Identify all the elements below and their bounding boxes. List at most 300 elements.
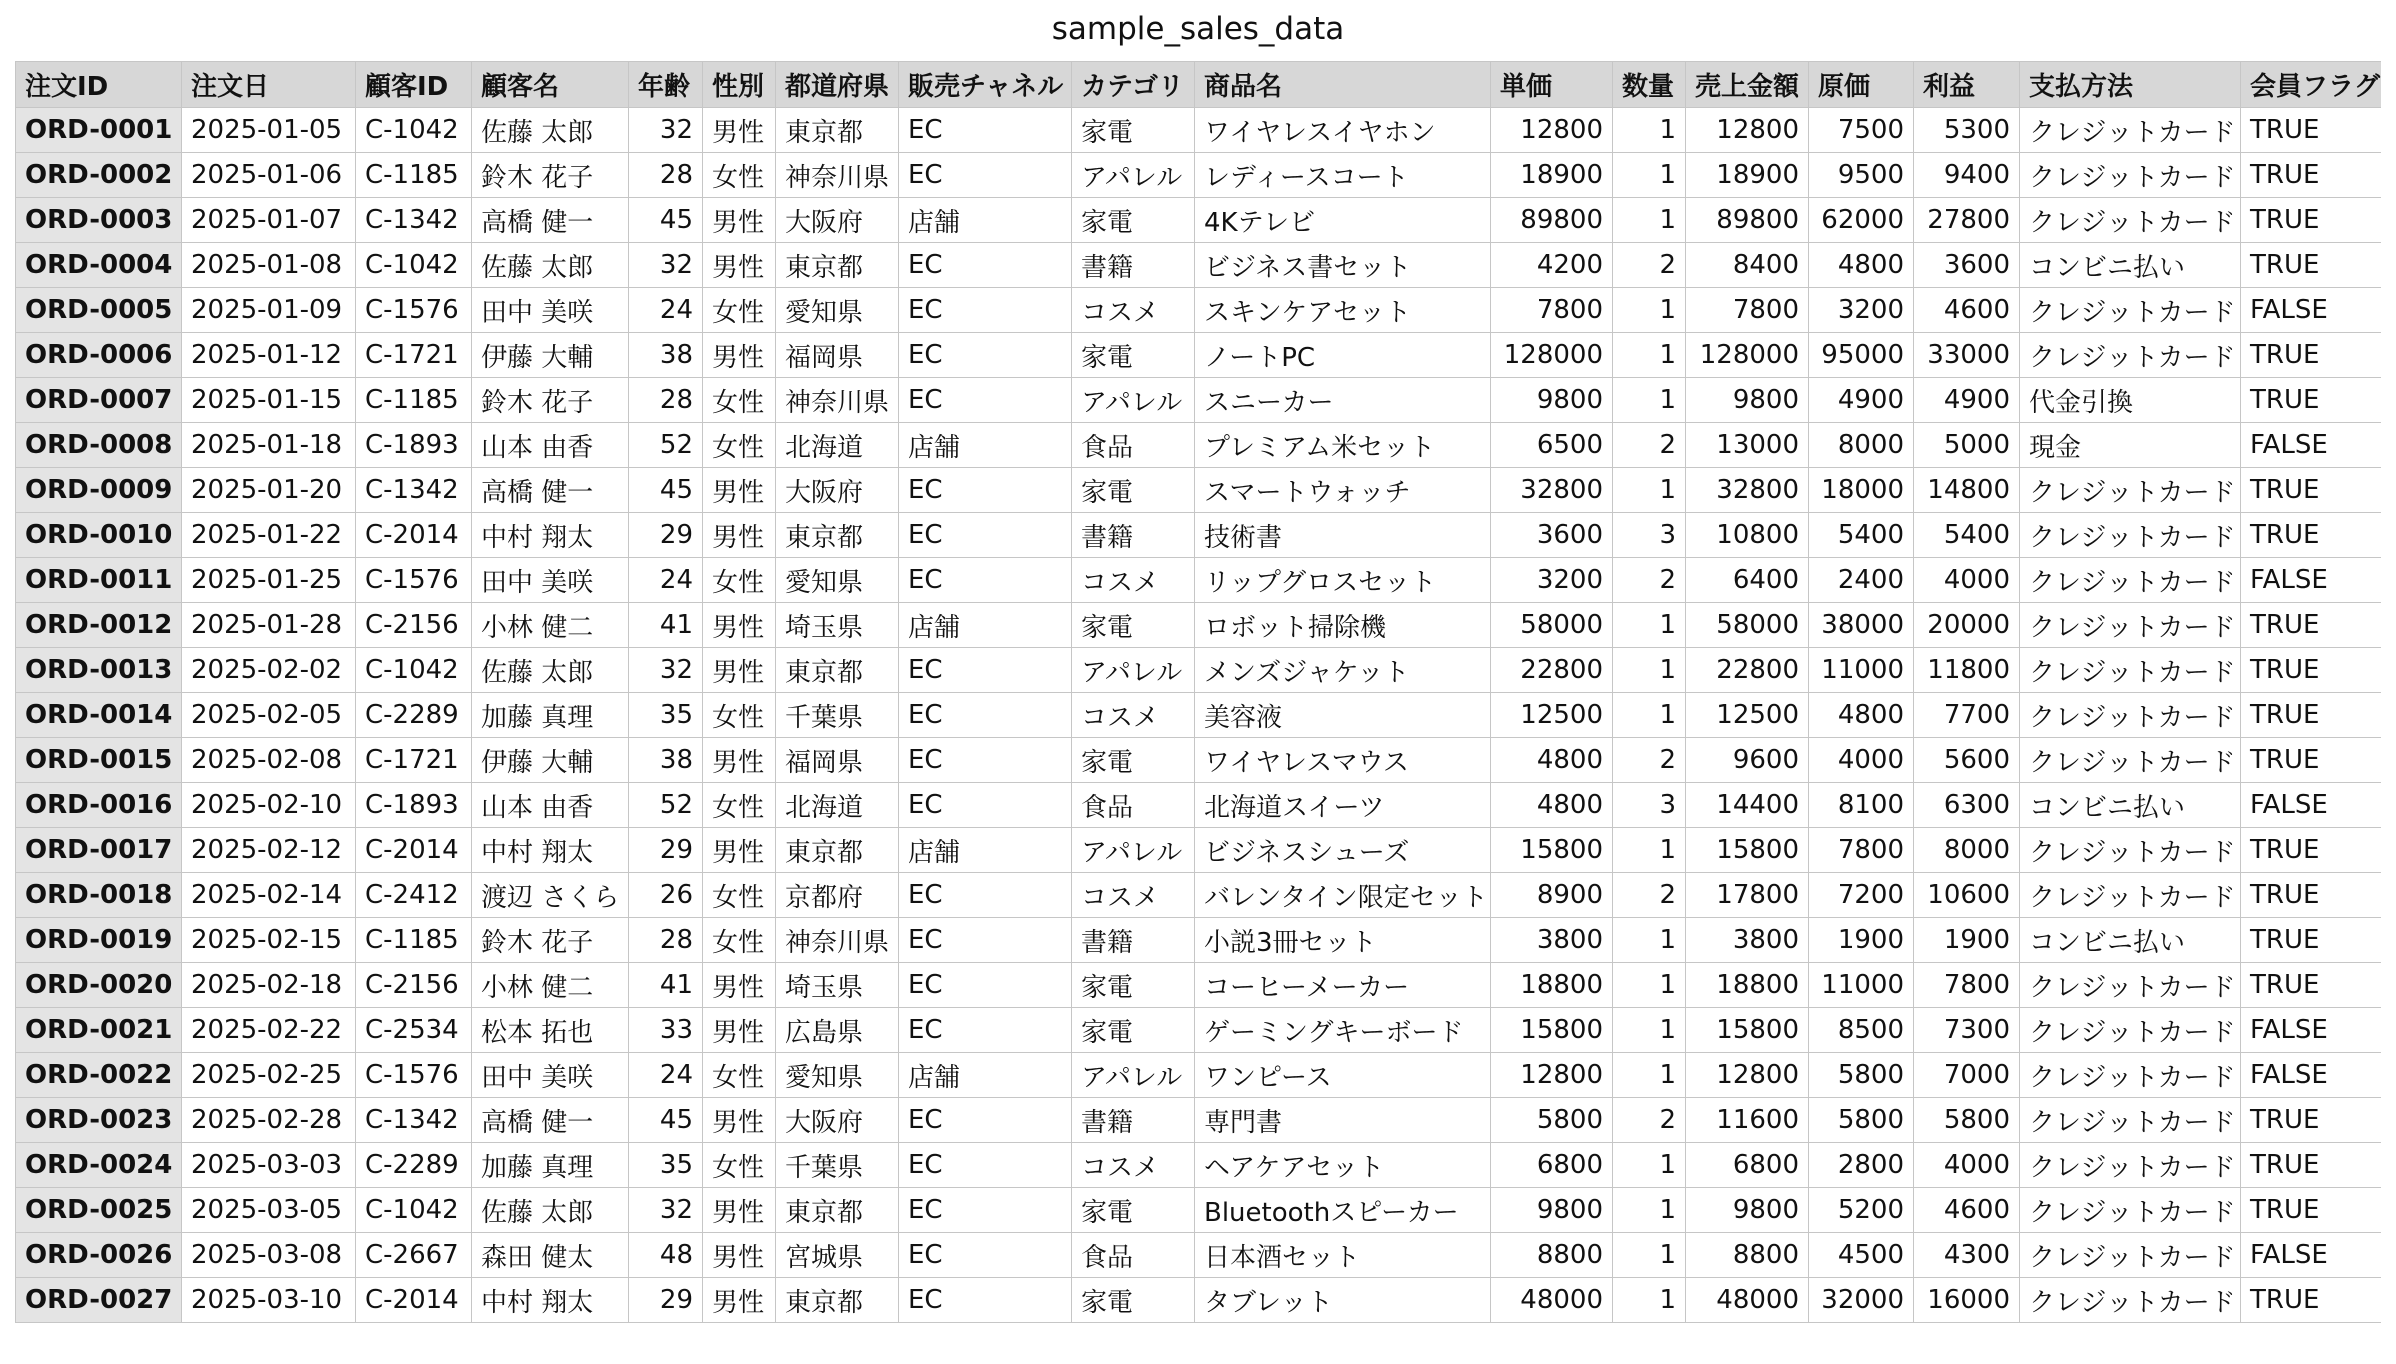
table-cell[interactable]: 2025-02-18 bbox=[182, 963, 356, 1008]
table-cell[interactable]: 家電 bbox=[1072, 603, 1195, 648]
order-id-cell[interactable]: ORD-0005 bbox=[16, 288, 182, 333]
table-cell[interactable]: 女性 bbox=[703, 288, 776, 333]
table-cell[interactable]: 3800 bbox=[1491, 918, 1613, 963]
table-cell[interactable]: コスメ bbox=[1072, 693, 1195, 738]
table-cell[interactable]: 4800 bbox=[1491, 783, 1613, 828]
table-row[interactable] bbox=[16, 1188, 2382, 1233]
table-cell[interactable]: 1 bbox=[1613, 198, 1686, 243]
table-cell[interactable]: 5800 bbox=[1491, 1098, 1613, 1143]
table-cell[interactable]: 48000 bbox=[1491, 1278, 1613, 1323]
table-cell[interactable]: 7000 bbox=[1914, 1053, 2020, 1098]
table-cell[interactable]: クレジットカード bbox=[2020, 1278, 2241, 1323]
table-cell[interactable]: 3 bbox=[1613, 513, 1686, 558]
table-cell[interactable]: 東京都 bbox=[776, 1188, 899, 1233]
table-cell[interactable]: 店舗 bbox=[899, 1053, 1072, 1098]
table-cell[interactable]: EC bbox=[899, 648, 1072, 693]
table-cell[interactable]: スニーカー bbox=[1195, 378, 1491, 423]
table-cell[interactable]: 2025-02-14 bbox=[182, 873, 356, 918]
table-cell[interactable]: 東京都 bbox=[776, 828, 899, 873]
table-cell[interactable]: C-1576 bbox=[356, 288, 472, 333]
table-cell[interactable]: 1 bbox=[1613, 1143, 1686, 1188]
table-cell[interactable]: 4800 bbox=[1491, 738, 1613, 783]
table-cell[interactable]: クレジットカード bbox=[2020, 1233, 2241, 1278]
table-cell[interactable]: 伊藤 大輔 bbox=[472, 333, 629, 378]
table-cell[interactable]: 男性 bbox=[703, 108, 776, 153]
table-cell[interactable]: レディースコート bbox=[1195, 153, 1491, 198]
table-cell[interactable]: 書籍 bbox=[1072, 1098, 1195, 1143]
table-cell[interactable]: 書籍 bbox=[1072, 513, 1195, 558]
table-cell[interactable]: TRUE bbox=[2241, 873, 2382, 918]
table-cell[interactable]: 1 bbox=[1613, 963, 1686, 1008]
table-cell[interactable]: スマートウォッチ bbox=[1195, 468, 1491, 513]
table-cell[interactable]: 28 bbox=[629, 378, 703, 423]
table-cell[interactable]: 千葉県 bbox=[776, 1143, 899, 1188]
table-cell[interactable]: 3600 bbox=[1914, 243, 2020, 288]
table-cell[interactable]: 24 bbox=[629, 1053, 703, 1098]
table-cell[interactable]: コスメ bbox=[1072, 873, 1195, 918]
table-cell[interactable]: 東京都 bbox=[776, 648, 899, 693]
table-cell[interactable]: 2025-02-15 bbox=[182, 918, 356, 963]
table-cell[interactable]: 東京都 bbox=[776, 243, 899, 288]
table-cell[interactable]: 89800 bbox=[1491, 198, 1613, 243]
table-cell[interactable]: 1 bbox=[1613, 603, 1686, 648]
table-cell[interactable]: 3600 bbox=[1491, 513, 1613, 558]
order-id-cell[interactable]: ORD-0024 bbox=[16, 1143, 182, 1188]
table-cell[interactable]: 佐藤 太郎 bbox=[472, 108, 629, 153]
table-cell[interactable]: 6300 bbox=[1914, 783, 2020, 828]
table-cell[interactable]: 22800 bbox=[1491, 648, 1613, 693]
table-cell[interactable]: C-2156 bbox=[356, 603, 472, 648]
table-cell[interactable]: 7800 bbox=[1686, 288, 1809, 333]
column-header[interactable]: 単価 bbox=[1491, 62, 1613, 108]
table-cell[interactable]: クレジットカード bbox=[2020, 1143, 2241, 1188]
table-cell[interactable]: 代金引換 bbox=[2020, 378, 2241, 423]
order-id-cell[interactable]: ORD-0009 bbox=[16, 468, 182, 513]
table-cell[interactable]: 128000 bbox=[1686, 333, 1809, 378]
table-cell[interactable]: 5600 bbox=[1914, 738, 2020, 783]
table-cell[interactable]: C-1042 bbox=[356, 1188, 472, 1233]
table-cell[interactable]: 12500 bbox=[1686, 693, 1809, 738]
table-cell[interactable]: 男性 bbox=[703, 1278, 776, 1323]
table-row[interactable] bbox=[16, 468, 2382, 513]
table-cell[interactable]: TRUE bbox=[2241, 738, 2382, 783]
table-row[interactable] bbox=[16, 333, 2382, 378]
table-cell[interactable]: EC bbox=[899, 108, 1072, 153]
table-cell[interactable]: EC bbox=[899, 783, 1072, 828]
table-cell[interactable]: 17800 bbox=[1686, 873, 1809, 918]
table-cell[interactable]: 1 bbox=[1613, 1053, 1686, 1098]
table-cell[interactable]: 15800 bbox=[1491, 828, 1613, 873]
table-cell[interactable]: 埼玉県 bbox=[776, 963, 899, 1008]
table-cell[interactable]: 埼玉県 bbox=[776, 603, 899, 648]
table-cell[interactable]: 家電 bbox=[1072, 108, 1195, 153]
table-cell[interactable]: 3 bbox=[1613, 783, 1686, 828]
table-cell[interactable]: 9500 bbox=[1809, 153, 1914, 198]
table-cell[interactable]: 32800 bbox=[1491, 468, 1613, 513]
table-cell[interactable]: 11800 bbox=[1914, 648, 2020, 693]
table-cell[interactable]: C-2534 bbox=[356, 1008, 472, 1053]
table-cell[interactable]: TRUE bbox=[2241, 693, 2382, 738]
table-cell[interactable]: EC bbox=[899, 963, 1072, 1008]
table-row[interactable] bbox=[16, 1143, 2382, 1188]
table-cell[interactable]: EC bbox=[899, 918, 1072, 963]
table-cell[interactable]: 2025-01-07 bbox=[182, 198, 356, 243]
table-cell[interactable]: 食品 bbox=[1072, 783, 1195, 828]
table-cell[interactable]: コンビニ払い bbox=[2020, 918, 2241, 963]
table-cell[interactable]: EC bbox=[899, 558, 1072, 603]
table-cell[interactable]: クレジットカード bbox=[2020, 603, 2241, 648]
table-cell[interactable]: 小説3冊セット bbox=[1195, 918, 1491, 963]
table-cell[interactable]: 12800 bbox=[1491, 1053, 1613, 1098]
table-cell[interactable]: 男性 bbox=[703, 1233, 776, 1278]
table-cell[interactable]: 4800 bbox=[1809, 243, 1914, 288]
table-cell[interactable]: タブレット bbox=[1195, 1278, 1491, 1323]
table-cell[interactable]: C-2289 bbox=[356, 693, 472, 738]
table-cell[interactable]: C-1042 bbox=[356, 648, 472, 693]
order-id-cell[interactable]: ORD-0016 bbox=[16, 783, 182, 828]
table-cell[interactable]: 15800 bbox=[1686, 828, 1809, 873]
table-cell[interactable]: 7500 bbox=[1809, 108, 1914, 153]
table-cell[interactable]: 8800 bbox=[1491, 1233, 1613, 1278]
table-row[interactable] bbox=[16, 1233, 2382, 1278]
table-cell[interactable]: C-2667 bbox=[356, 1233, 472, 1278]
table-cell[interactable]: 8900 bbox=[1491, 873, 1613, 918]
table-cell[interactable]: 書籍 bbox=[1072, 918, 1195, 963]
table-cell[interactable]: スキンケアセット bbox=[1195, 288, 1491, 333]
table-cell[interactable]: 35 bbox=[629, 693, 703, 738]
table-cell[interactable]: C-1893 bbox=[356, 423, 472, 468]
table-cell[interactable]: 家電 bbox=[1072, 1188, 1195, 1233]
table-cell[interactable]: 愛知県 bbox=[776, 558, 899, 603]
table-cell[interactable]: 田中 美咲 bbox=[472, 558, 629, 603]
table-row[interactable] bbox=[16, 648, 2382, 693]
table-cell[interactable]: 佐藤 太郎 bbox=[472, 243, 629, 288]
table-cell[interactable]: 男性 bbox=[703, 468, 776, 513]
table-cell[interactable]: ヘアケアセット bbox=[1195, 1143, 1491, 1188]
table-cell[interactable]: 2025-01-20 bbox=[182, 468, 356, 513]
table-cell[interactable]: 41 bbox=[629, 603, 703, 648]
table-cell[interactable]: 1 bbox=[1613, 333, 1686, 378]
table-cell[interactable]: EC bbox=[899, 378, 1072, 423]
table-cell[interactable]: EC bbox=[899, 738, 1072, 783]
table-cell[interactable]: C-1721 bbox=[356, 333, 472, 378]
table-cell[interactable]: 10800 bbox=[1686, 513, 1809, 558]
table-cell[interactable]: 大阪府 bbox=[776, 468, 899, 513]
table-cell[interactable]: 2025-02-22 bbox=[182, 1008, 356, 1053]
table-cell[interactable]: 女性 bbox=[703, 558, 776, 603]
table-row[interactable] bbox=[16, 558, 2382, 603]
table-cell[interactable]: EC bbox=[899, 1143, 1072, 1188]
table-cell[interactable]: FALSE bbox=[2241, 423, 2382, 468]
table-cell[interactable]: 2025-01-25 bbox=[182, 558, 356, 603]
table-cell[interactable]: TRUE bbox=[2241, 603, 2382, 648]
table-cell[interactable]: C-1185 bbox=[356, 918, 472, 963]
table-cell[interactable]: 22800 bbox=[1686, 648, 1809, 693]
table-row[interactable] bbox=[16, 873, 2382, 918]
table-cell[interactable]: 29 bbox=[629, 828, 703, 873]
table-cell[interactable]: 18900 bbox=[1491, 153, 1613, 198]
table-cell[interactable]: 4000 bbox=[1809, 738, 1914, 783]
table-cell[interactable]: コンビニ払い bbox=[2020, 243, 2241, 288]
column-header[interactable]: 原価 bbox=[1809, 62, 1914, 108]
table-cell[interactable]: 38 bbox=[629, 738, 703, 783]
table-cell[interactable]: 2025-02-28 bbox=[182, 1098, 356, 1143]
table-cell[interactable]: C-2014 bbox=[356, 828, 472, 873]
table-cell[interactable]: 鈴木 花子 bbox=[472, 153, 629, 198]
table-cell[interactable]: 鈴木 花子 bbox=[472, 378, 629, 423]
order-id-cell[interactable]: ORD-0020 bbox=[16, 963, 182, 1008]
table-cell[interactable]: 男性 bbox=[703, 1098, 776, 1143]
table-cell[interactable]: 45 bbox=[629, 468, 703, 513]
table-cell[interactable]: 書籍 bbox=[1072, 243, 1195, 288]
table-row[interactable] bbox=[16, 693, 2382, 738]
table-cell[interactable]: EC bbox=[899, 243, 1072, 288]
table-cell[interactable]: 森田 健太 bbox=[472, 1233, 629, 1278]
table-cell[interactable]: 1 bbox=[1613, 648, 1686, 693]
table-cell[interactable]: 家電 bbox=[1072, 333, 1195, 378]
table-cell[interactable]: クレジットカード bbox=[2020, 333, 2241, 378]
table-cell[interactable]: 7700 bbox=[1914, 693, 2020, 738]
table-cell[interactable]: コスメ bbox=[1072, 1143, 1195, 1188]
table-cell[interactable]: TRUE bbox=[2241, 468, 2382, 513]
table-cell[interactable]: FALSE bbox=[2241, 558, 2382, 603]
table-row[interactable] bbox=[16, 243, 2382, 288]
table-cell[interactable]: C-1576 bbox=[356, 1053, 472, 1098]
table-cell[interactable]: 4600 bbox=[1914, 1188, 2020, 1233]
table-cell[interactable]: ビジネスシューズ bbox=[1195, 828, 1491, 873]
table-cell[interactable]: 7800 bbox=[1809, 828, 1914, 873]
table-cell[interactable]: 20000 bbox=[1914, 603, 2020, 648]
table-cell[interactable]: ワイヤレスイヤホン bbox=[1195, 108, 1491, 153]
table-cell[interactable]: TRUE bbox=[2241, 963, 2382, 1008]
table-cell[interactable]: 愛知県 bbox=[776, 1053, 899, 1098]
table-cell[interactable]: 32 bbox=[629, 1188, 703, 1233]
table-cell[interactable]: 62000 bbox=[1809, 198, 1914, 243]
table-cell[interactable]: 9400 bbox=[1914, 153, 2020, 198]
table-cell[interactable]: 田中 美咲 bbox=[472, 1053, 629, 1098]
table-cell[interactable]: 男性 bbox=[703, 648, 776, 693]
table-cell[interactable]: 1 bbox=[1613, 828, 1686, 873]
order-id-cell[interactable]: ORD-0023 bbox=[16, 1098, 182, 1143]
table-cell[interactable]: 2025-01-28 bbox=[182, 603, 356, 648]
table-cell[interactable]: 6500 bbox=[1491, 423, 1613, 468]
table-cell[interactable]: クレジットカード bbox=[2020, 693, 2241, 738]
table-cell[interactable]: TRUE bbox=[2241, 108, 2382, 153]
order-id-cell[interactable]: ORD-0003 bbox=[16, 198, 182, 243]
table-cell[interactable]: C-1342 bbox=[356, 198, 472, 243]
table-cell[interactable]: 58000 bbox=[1686, 603, 1809, 648]
table-cell[interactable]: 7800 bbox=[1491, 288, 1613, 333]
table-cell[interactable]: 広島県 bbox=[776, 1008, 899, 1053]
column-header[interactable]: 商品名 bbox=[1195, 62, 1491, 108]
table-cell[interactable]: C-1342 bbox=[356, 468, 472, 513]
table-cell[interactable]: 女性 bbox=[703, 783, 776, 828]
order-id-cell[interactable]: ORD-0012 bbox=[16, 603, 182, 648]
table-cell[interactable]: 男性 bbox=[703, 243, 776, 288]
table-cell[interactable]: 2025-01-22 bbox=[182, 513, 356, 558]
table-cell[interactable]: 14800 bbox=[1914, 468, 2020, 513]
table-cell[interactable]: ノートPC bbox=[1195, 333, 1491, 378]
table-cell[interactable]: コンビニ払い bbox=[2020, 783, 2241, 828]
table-cell[interactable]: C-2014 bbox=[356, 513, 472, 558]
table-cell[interactable]: 15800 bbox=[1491, 1008, 1613, 1053]
table-cell[interactable]: 田中 美咲 bbox=[472, 288, 629, 333]
table-cell[interactable]: 12800 bbox=[1491, 108, 1613, 153]
table-cell[interactable]: C-2289 bbox=[356, 1143, 472, 1188]
table-cell[interactable]: 24 bbox=[629, 288, 703, 333]
table-cell[interactable]: 店舗 bbox=[899, 603, 1072, 648]
table-cell[interactable]: クレジットカード bbox=[2020, 1053, 2241, 1098]
table-cell[interactable]: 8000 bbox=[1809, 423, 1914, 468]
order-id-cell[interactable]: ORD-0025 bbox=[16, 1188, 182, 1233]
table-cell[interactable]: 4300 bbox=[1914, 1233, 2020, 1278]
table-row[interactable] bbox=[16, 423, 2382, 468]
table-cell[interactable]: 45 bbox=[629, 198, 703, 243]
table-cell[interactable]: 2800 bbox=[1809, 1143, 1914, 1188]
table-cell[interactable]: 18800 bbox=[1686, 963, 1809, 1008]
table-cell[interactable]: 1 bbox=[1613, 378, 1686, 423]
table-cell[interactable]: クレジットカード bbox=[2020, 648, 2241, 693]
table-cell[interactable]: 18900 bbox=[1686, 153, 1809, 198]
table-cell[interactable]: EC bbox=[899, 873, 1072, 918]
table-cell[interactable]: 女性 bbox=[703, 693, 776, 738]
table-cell[interactable]: 店舗 bbox=[899, 198, 1072, 243]
table-cell[interactable]: 渡辺 さくら bbox=[472, 873, 629, 918]
table-cell[interactable]: 男性 bbox=[703, 1188, 776, 1233]
table-cell[interactable]: 女性 bbox=[703, 1143, 776, 1188]
table-cell[interactable]: クレジットカード bbox=[2020, 558, 2241, 603]
order-id-cell[interactable]: ORD-0014 bbox=[16, 693, 182, 738]
table-cell[interactable]: 1900 bbox=[1809, 918, 1914, 963]
table-cell[interactable]: 技術書 bbox=[1195, 513, 1491, 558]
table-cell[interactable]: 店舗 bbox=[899, 828, 1072, 873]
table-cell[interactable]: ゲーミングキーボード bbox=[1195, 1008, 1491, 1053]
table-cell[interactable]: 14400 bbox=[1686, 783, 1809, 828]
table-cell[interactable]: 高橋 健一 bbox=[472, 468, 629, 513]
table-cell[interactable]: TRUE bbox=[2241, 648, 2382, 693]
table-cell[interactable]: 1 bbox=[1613, 1233, 1686, 1278]
table-cell[interactable]: 45 bbox=[629, 1098, 703, 1143]
table-row[interactable] bbox=[16, 603, 2382, 648]
table-cell[interactable]: TRUE bbox=[2241, 333, 2382, 378]
table-cell[interactable]: 2 bbox=[1613, 558, 1686, 603]
table-cell[interactable]: C-2014 bbox=[356, 1278, 472, 1323]
table-cell[interactable]: 3200 bbox=[1491, 558, 1613, 603]
table-cell[interactable]: 2025-01-12 bbox=[182, 333, 356, 378]
table-cell[interactable]: 女性 bbox=[703, 153, 776, 198]
table-cell[interactable]: メンズジャケット bbox=[1195, 648, 1491, 693]
table-cell[interactable]: 8400 bbox=[1686, 243, 1809, 288]
table-cell[interactable]: 4900 bbox=[1809, 378, 1914, 423]
table-cell[interactable]: 10600 bbox=[1914, 873, 2020, 918]
table-row[interactable] bbox=[16, 513, 2382, 558]
table-row[interactable] bbox=[16, 828, 2382, 873]
table-cell[interactable]: ワイヤレスマウス bbox=[1195, 738, 1491, 783]
table-cell[interactable]: 11000 bbox=[1809, 963, 1914, 1008]
table-cell[interactable]: 4500 bbox=[1809, 1233, 1914, 1278]
table-cell[interactable]: 4900 bbox=[1914, 378, 2020, 423]
table-cell[interactable]: 佐藤 太郎 bbox=[472, 648, 629, 693]
table-cell[interactable]: クレジットカード bbox=[2020, 288, 2241, 333]
table-cell[interactable]: 女性 bbox=[703, 873, 776, 918]
table-cell[interactable]: 4Kテレビ bbox=[1195, 198, 1491, 243]
table-cell[interactable]: C-1893 bbox=[356, 783, 472, 828]
order-id-cell[interactable]: ORD-0007 bbox=[16, 378, 182, 423]
table-cell[interactable]: 高橋 健一 bbox=[472, 198, 629, 243]
table-cell[interactable]: EC bbox=[899, 1008, 1072, 1053]
table-cell[interactable]: 宮城県 bbox=[776, 1233, 899, 1278]
table-cell[interactable]: 2025-01-09 bbox=[182, 288, 356, 333]
column-header[interactable]: 顧客ID bbox=[356, 62, 472, 108]
table-cell[interactable]: EC bbox=[899, 1098, 1072, 1143]
table-cell[interactable]: 女性 bbox=[703, 378, 776, 423]
table-cell[interactable]: 1 bbox=[1613, 288, 1686, 333]
table-cell[interactable]: C-1185 bbox=[356, 378, 472, 423]
table-cell[interactable]: 5000 bbox=[1914, 423, 2020, 468]
column-header[interactable]: 性別 bbox=[703, 62, 776, 108]
table-cell[interactable]: 山本 由香 bbox=[472, 423, 629, 468]
table-cell[interactable]: EC bbox=[899, 1188, 1072, 1233]
table-cell[interactable]: 1 bbox=[1613, 693, 1686, 738]
table-cell[interactable]: 52 bbox=[629, 423, 703, 468]
table-cell[interactable]: 2 bbox=[1613, 738, 1686, 783]
table-cell[interactable]: 5800 bbox=[1809, 1098, 1914, 1143]
table-row[interactable] bbox=[16, 1278, 2382, 1323]
table-cell[interactable]: 食品 bbox=[1072, 1233, 1195, 1278]
table-cell[interactable]: 大阪府 bbox=[776, 198, 899, 243]
table-cell[interactable]: 4000 bbox=[1914, 1143, 2020, 1188]
table-cell[interactable]: 男性 bbox=[703, 603, 776, 648]
order-id-cell[interactable]: ORD-0004 bbox=[16, 243, 182, 288]
table-cell[interactable]: 男性 bbox=[703, 828, 776, 873]
table-cell[interactable]: 32 bbox=[629, 648, 703, 693]
table-cell[interactable]: 32000 bbox=[1809, 1278, 1914, 1323]
table-cell[interactable]: 9800 bbox=[1686, 1188, 1809, 1233]
table-cell[interactable]: 5300 bbox=[1914, 108, 2020, 153]
table-cell[interactable]: 女性 bbox=[703, 1053, 776, 1098]
table-cell[interactable]: 41 bbox=[629, 963, 703, 1008]
table-cell[interactable]: 38000 bbox=[1809, 603, 1914, 648]
order-id-cell[interactable]: ORD-0022 bbox=[16, 1053, 182, 1098]
table-cell[interactable]: 高橋 健一 bbox=[472, 1098, 629, 1143]
order-id-cell[interactable]: ORD-0006 bbox=[16, 333, 182, 378]
table-cell[interactable]: 東京都 bbox=[776, 513, 899, 558]
table-cell[interactable]: 加藤 真理 bbox=[472, 693, 629, 738]
table-cell[interactable]: 2 bbox=[1613, 423, 1686, 468]
table-cell[interactable]: 2025-01-05 bbox=[182, 108, 356, 153]
table-cell[interactable]: 7800 bbox=[1914, 963, 2020, 1008]
table-cell[interactable]: 美容液 bbox=[1195, 693, 1491, 738]
table-row[interactable] bbox=[16, 153, 2382, 198]
table-cell[interactable]: 女性 bbox=[703, 423, 776, 468]
table-cell[interactable]: 2025-02-08 bbox=[182, 738, 356, 783]
table-cell[interactable]: 鈴木 花子 bbox=[472, 918, 629, 963]
table-cell[interactable]: 89800 bbox=[1686, 198, 1809, 243]
table-cell[interactable]: 4600 bbox=[1914, 288, 2020, 333]
table-cell[interactable]: 18000 bbox=[1809, 468, 1914, 513]
table-cell[interactable]: C-1721 bbox=[356, 738, 472, 783]
table-cell[interactable]: 2025-01-08 bbox=[182, 243, 356, 288]
table-cell[interactable]: 千葉県 bbox=[776, 693, 899, 738]
table-cell[interactable]: TRUE bbox=[2241, 1143, 2382, 1188]
table-cell[interactable]: 5800 bbox=[1914, 1098, 2020, 1143]
table-cell[interactable]: FALSE bbox=[2241, 1053, 2382, 1098]
table-row[interactable] bbox=[16, 1098, 2382, 1143]
order-id-cell[interactable]: ORD-0017 bbox=[16, 828, 182, 873]
table-cell[interactable]: 2025-02-05 bbox=[182, 693, 356, 738]
table-cell[interactable]: 32 bbox=[629, 243, 703, 288]
table-cell[interactable]: C-2412 bbox=[356, 873, 472, 918]
